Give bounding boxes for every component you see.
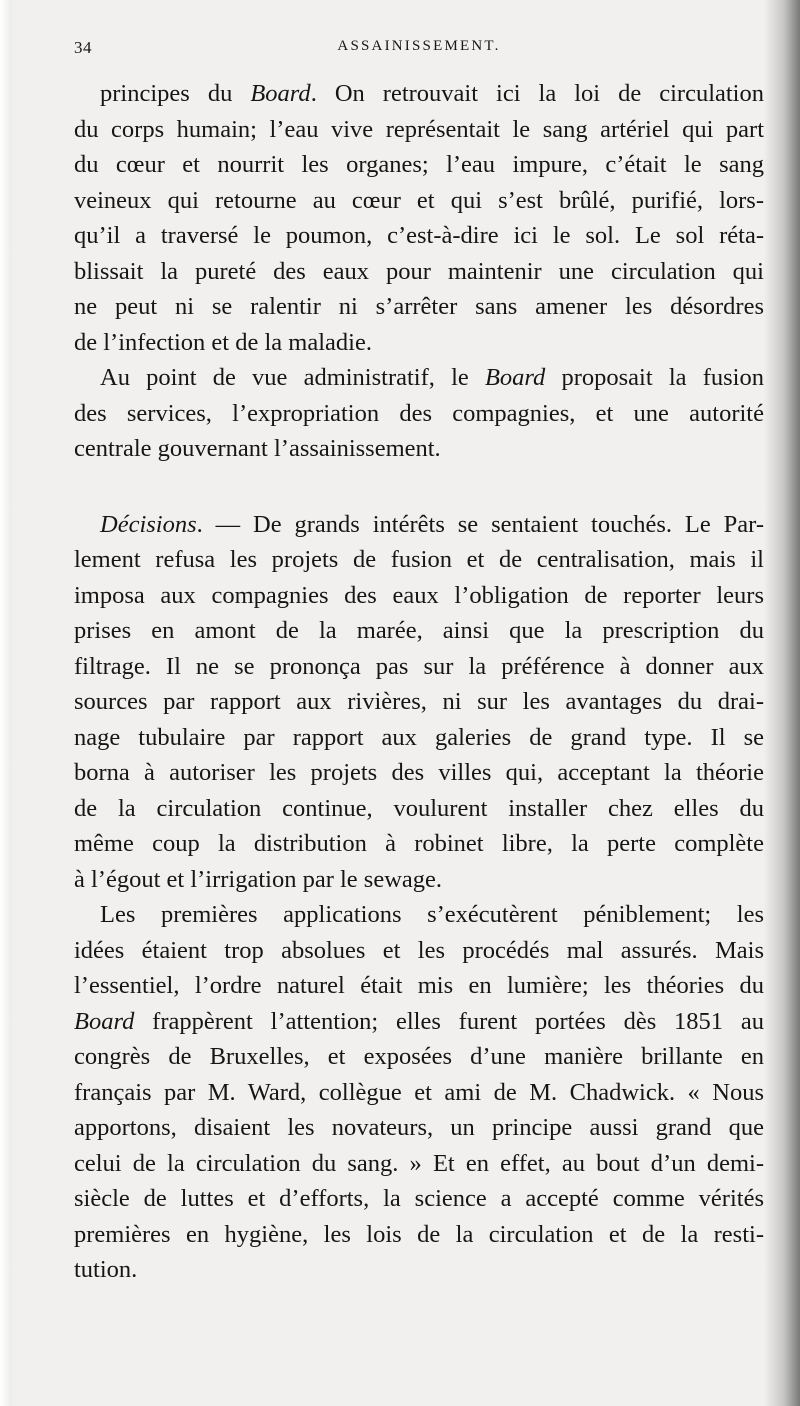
text-run: sources par rapport aux rivières, ni sur les avantages du drai- bbox=[74, 688, 764, 715]
text-run: Les premières applications s’exécutèrent péniblement; les bbox=[100, 901, 764, 928]
text-run: congrès de Bruxelles, et exposées d’une manière brillante en bbox=[74, 1043, 764, 1070]
text-run: veineux qui retourne au cœur et qui s’est brûlé, purifié, lors- bbox=[74, 186, 764, 214]
text-run: du cœur et nourrit les organes; l’eau impure, c’était le sang bbox=[74, 151, 764, 178]
running-head: ASSAINISSEMENT. bbox=[337, 38, 501, 54]
text-run: centrale gouvernant l’assainissement. bbox=[74, 435, 441, 462]
text-run: de la circulation continue, voulurent installer chez elles du bbox=[74, 794, 764, 822]
text-run: . On retrouvait ici la loi de circulation bbox=[310, 80, 764, 107]
text-line bbox=[74, 613, 764, 649]
text-run: borna à autoriser les projets des villes qui, acceptant la théorie bbox=[74, 759, 764, 786]
text-line bbox=[74, 1217, 764, 1253]
text-line bbox=[74, 183, 764, 219]
text-line bbox=[74, 578, 764, 614]
text-line bbox=[74, 289, 764, 325]
italic-text: Décisions bbox=[100, 510, 197, 538]
text-line bbox=[74, 968, 764, 1004]
text-run: imposa aux compagnies des eaux l’obligation de reporter leurs bbox=[74, 581, 764, 609]
text-run: français par M. Ward, collègue et ami de M. Chadwick. « Nous bbox=[74, 1078, 764, 1106]
text-run: filtrage. Il ne se prononça pas sur la préférence à donner aux bbox=[74, 652, 764, 680]
text-line bbox=[74, 1039, 764, 1075]
text-line bbox=[74, 649, 764, 685]
text-line bbox=[74, 1181, 764, 1217]
text-run: des services, l’expropriation des compagnies, et une autorité bbox=[74, 399, 764, 427]
text-run: prises en amont de la marée, ainsi que la prescription du bbox=[74, 617, 764, 644]
text-run: même coup la distribution à robinet libre, la perte complète bbox=[74, 830, 764, 857]
paragraph bbox=[74, 360, 764, 467]
text-run: l’essentiel, l’ordre naturel était mis en lumière; les théories du bbox=[74, 972, 764, 999]
text-run: proposait la fusion bbox=[545, 364, 764, 391]
text-line bbox=[74, 791, 764, 827]
text-line bbox=[74, 431, 764, 467]
text-line bbox=[74, 720, 764, 756]
text-run: celui de la circulation du sang. » Et en effet, au bout d’un demi- bbox=[74, 1149, 764, 1177]
text-run: apportons, disaient les novateurs, un principe aussi grand que bbox=[74, 1114, 764, 1141]
text-run: de l’infection et de la maladie. bbox=[74, 328, 372, 356]
binding-gutter-shadow bbox=[764, 0, 800, 1406]
text-line bbox=[74, 684, 764, 720]
text-run: principes du bbox=[100, 80, 251, 107]
text-run: qu’il a traversé le poumon, c’est-à-dire ici le sol. Le sol réta- bbox=[74, 222, 764, 249]
text-line bbox=[74, 1110, 764, 1146]
text-run: nage tubulaire par rapport aux galeries de grand type. Il se bbox=[74, 723, 764, 751]
text-line bbox=[74, 862, 764, 898]
paragraph bbox=[74, 897, 764, 1288]
text-line bbox=[74, 1252, 764, 1288]
paragraph bbox=[74, 507, 764, 898]
text-run: lement refusa les projets de fusion et de centralisation, mais il bbox=[74, 546, 764, 573]
text-line bbox=[74, 76, 764, 112]
body-text bbox=[74, 76, 764, 1288]
text-run: ne peut ni se ralentir ni s’arrêter sans amener les désordres bbox=[74, 293, 764, 320]
paragraph bbox=[74, 76, 764, 360]
text-run: . — De grands intérêts se sentaient touchés. Le Par- bbox=[196, 510, 764, 538]
italic-text: Board bbox=[484, 364, 546, 391]
italic-text: Board bbox=[250, 80, 311, 107]
text-line bbox=[74, 897, 764, 933]
text-run: blissait la pureté des eaux pour maintenir une circulation qui bbox=[74, 257, 764, 285]
text-run: frappèrent l’attention; elles furent portées dès 1851 au bbox=[134, 1007, 764, 1035]
text-run: siècle de luttes et d’efforts, la science a accepté comme vérités bbox=[74, 1185, 764, 1212]
text-line bbox=[74, 218, 764, 254]
paragraph-gap bbox=[74, 467, 764, 507]
text-line bbox=[74, 542, 764, 578]
text-run: tution. bbox=[74, 1256, 138, 1283]
text-run: premières en hygiène, les lois de la circulation et de la resti- bbox=[74, 1220, 764, 1248]
text-line bbox=[74, 360, 764, 396]
page-left-edge bbox=[0, 0, 12, 1406]
text-line bbox=[74, 507, 764, 543]
text-line bbox=[74, 1146, 764, 1182]
text-line bbox=[74, 933, 764, 969]
text-line bbox=[74, 1004, 764, 1040]
text-line bbox=[74, 396, 764, 432]
text-line bbox=[74, 254, 764, 290]
page-header bbox=[74, 38, 764, 60]
text-line bbox=[74, 112, 764, 148]
italic-text: Board bbox=[74, 1007, 135, 1035]
text-run: à l’égout et l’irrigation par le sewage. bbox=[74, 865, 443, 893]
text-line bbox=[74, 147, 764, 183]
text-run: idées étaient trop absolues et les procédés mal assurés. Mais bbox=[74, 936, 764, 964]
text-line bbox=[74, 325, 764, 361]
text-line bbox=[74, 1075, 764, 1111]
text-line bbox=[74, 755, 764, 791]
text-run: du corps humain; l’eau vive représentait le sang artériel qui part bbox=[74, 115, 764, 143]
page-number: 34 bbox=[74, 38, 92, 57]
text-line bbox=[74, 826, 764, 862]
text-run: Au point de vue administratif, le bbox=[100, 364, 485, 391]
